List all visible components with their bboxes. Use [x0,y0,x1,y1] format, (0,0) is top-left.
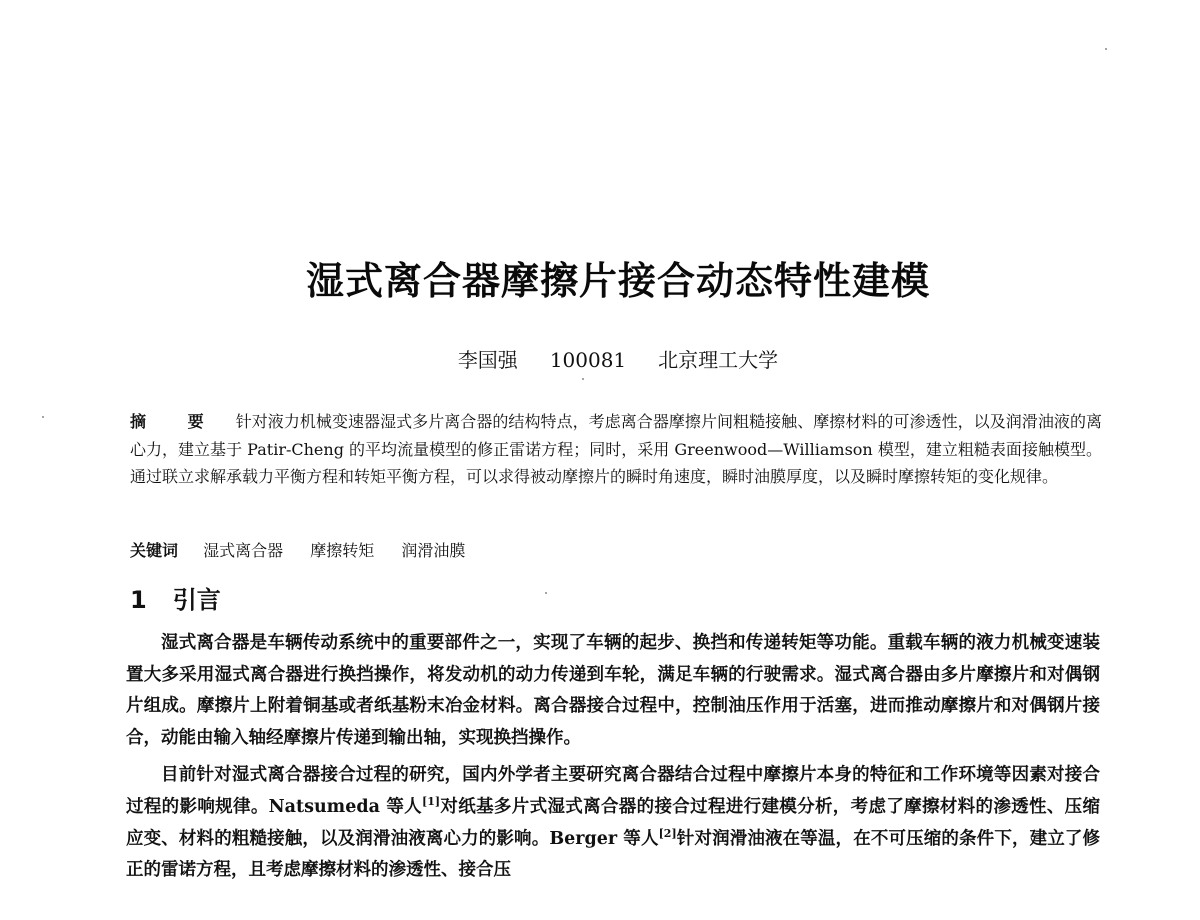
section-number: 1 [130,586,147,614]
citation-ref: [2] [658,826,677,840]
section-title: 引言 [172,586,221,614]
citation-ref: [1] [422,795,441,809]
keyword: 摩擦转矩 [310,541,375,560]
scan-speck [1105,48,1107,50]
keywords [130,537,1102,564]
paragraph: 目前针对湿式离合器接合过程的研究，国内外学者主要研究离合器结合过程中摩擦片本身的特征和工作环境等因素对接合过程的影响规律。Natsumeda 等人[1]对纸基多片式湿式离合器的接合过程进行建模分析，考虑了摩擦材料的渗透性、压缩应变、材料的粗糙接触，以及润滑油液离心力的影响。Berger 等人[2]针对润滑油液在等温，在不可压缩的条件下，建立了修正的雷诺方程，且考虑摩擦材料的渗透性、接合压 [126,765,1101,881]
abstract [130,408,1102,491]
section-heading [130,580,221,615]
abstract-text: 针对液力机械变速器湿式多片离合器的结构特点，考虑离合器摩擦片间粗糙接触、摩擦材料的可渗透性，以及润滑油液的离心力，建立基于 Patir-Cheng 的平均流量模型的修正雷诺方程；同时，采用 Greenwood—Williamson 模型，建立粗糙表面接触模型。通过联立求解承载力平衡方程和转矩平衡方程，可以求得被动摩擦片的瞬时角速度，瞬时油膜厚度，以及瞬时摩擦转矩的变化规律。 [130,412,1102,486]
keywords-label: 关键词 [130,541,179,560]
abstract-label: 摘 要 [130,412,222,431]
scan-speck [582,378,584,380]
postcode: 100081 [549,348,627,372]
body-text [126,628,1100,893]
scan-speck [545,592,547,594]
keyword: 湿式离合器 [203,541,284,560]
author-name: 李国强 [457,348,518,372]
paragraph: 湿式离合器是车辆传动系统中的重要部件之一，实现了车辆的起步、换挡和传递转矩等功能。重载车辆的液力机械变速装置大多采用湿式离合器进行换挡操作，将发动机的动力传递到车轮，满足车辆的行驶需求。湿式离合器由多片摩擦片和对偶钢片组成。摩擦片上附着铜基或者纸基粉末冶金材料。离合器接合过程中，控制油压作用于活塞，进而推动摩擦片和对偶钢片接合，动能由输入轴经摩擦片传递到输出轴，实现换挡操作。 [126,633,1100,748]
keyword: 润滑油膜 [401,541,466,560]
affiliation: 北京理工大学 [658,348,779,372]
author-line [0,344,1200,373]
paper-title: 湿式离合器摩擦片接合动态特性建模 [305,258,930,303]
scan-speck [42,416,44,418]
